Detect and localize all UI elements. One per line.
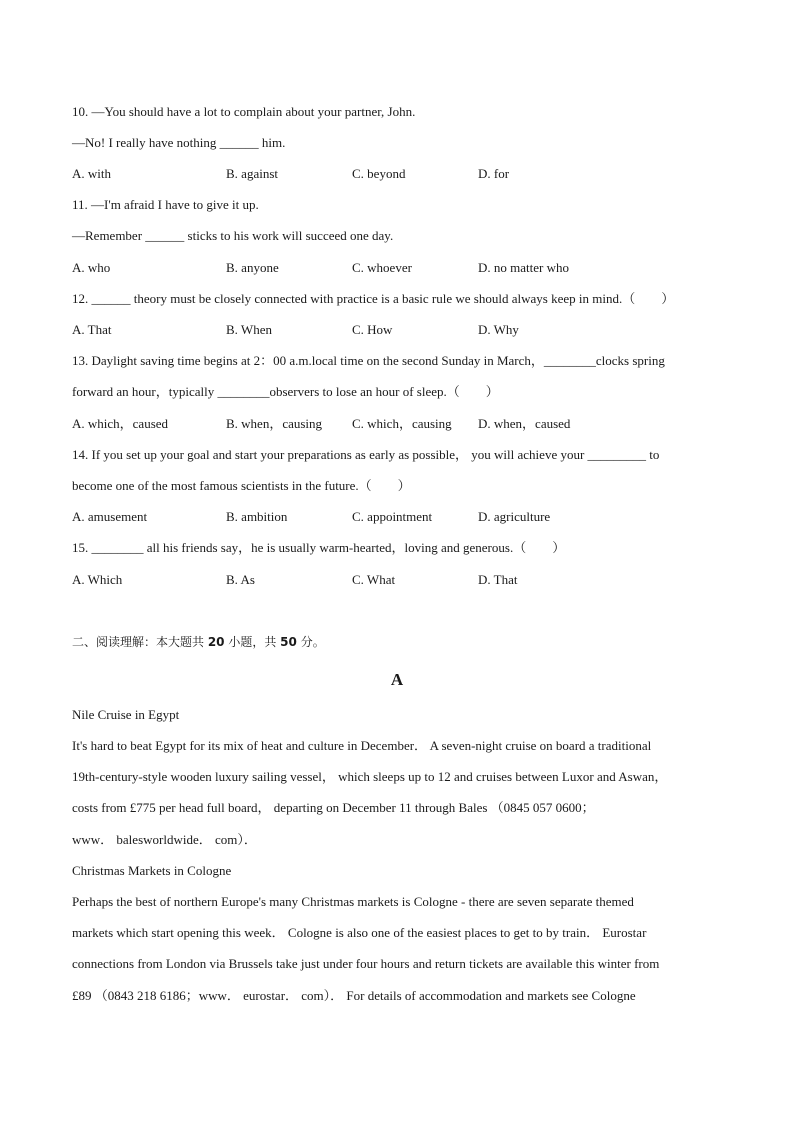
option-a: A. with [72, 166, 111, 181]
question-10-stem: 10. —You should have a lot to complain about your partner, John. [72, 104, 416, 119]
option-d: D. for [478, 166, 510, 181]
option-b: B. when，causing [226, 416, 323, 431]
option-d: D. when，caused [478, 416, 571, 431]
option-c: C. appointment [352, 509, 433, 524]
option-a: A. which，caused [72, 416, 169, 431]
option-d: D. Why [478, 322, 519, 337]
option-c: C. What [352, 572, 396, 587]
option-c: C. beyond [352, 166, 406, 181]
question-14-stem-cont: become one of the most famous scientists in the future.（ ） [72, 478, 411, 493]
passage-line: Perhaps the best of northern Europe's many Christmas markets is Cologne - there are seven separate themed [72, 894, 634, 909]
option-c: C. which，causing [352, 416, 452, 431]
option-a: A. Which [72, 572, 123, 587]
question-11-stem: 11. —I'm afraid I have to give it up. [72, 197, 259, 212]
total-score: 50 [280, 635, 297, 649]
passage-subtitle-cologne: Christmas Markets in Cologne [72, 863, 232, 878]
option-d: D. That [478, 572, 518, 587]
section-heading-middle: 小题，共 [224, 635, 281, 649]
passage-line: www． balesworldwide． com）． [72, 832, 257, 847]
question-14-stem: 14. If you set up your goal and start your preparations as early as possible， you will achieve your _________ to [72, 447, 660, 462]
passage-subtitle-nile: Nile Cruise in Egypt [72, 707, 180, 722]
option-c: C. How [352, 322, 393, 337]
option-d: D. agriculture [478, 509, 551, 524]
question-13-stem-cont: forward an hour，typically ________observers to lose an hour of sleep.（ ） [72, 384, 499, 399]
option-a: A. who [72, 260, 111, 275]
section-heading-prefix: 二、阅读理解：本大题共 [72, 635, 208, 649]
passage-line: costs from £775 per head full board， departing on December 11 through Bales （0845 057 0600； [72, 800, 595, 815]
option-c: C. whoever [352, 260, 412, 275]
option-b: B. As [226, 572, 255, 587]
passage-line: It's hard to beat Egypt for its mix of heat and culture in December． A seven-night cruise on board a traditional [72, 738, 652, 753]
option-b: B. anyone [226, 260, 279, 275]
section-heading-suffix: 分。 [296, 635, 325, 649]
question-13-stem: 13. Daylight saving time begins at 2：00 a.m.local time on the second Sunday in March，________clocks spring [72, 353, 665, 368]
passage-line: markets which start opening this week． Cologne is also one of the easiest places to get to by train． Eurostar [72, 925, 647, 940]
question-12-stem: 12. ______ theory must be closely connected with practice is a basic rule we should always keep in mind.（ ） [72, 291, 675, 306]
option-a: A. That [72, 322, 112, 337]
question-10-reply: —No! I really have nothing ______ him. [72, 135, 286, 150]
passage-line: 19th-century-style wooden luxury sailing vessel， which sleeps up to 12 and cruises between Luxor and Aswan， [72, 769, 668, 784]
passage-letter: A [390, 670, 404, 689]
option-b: B. against [226, 166, 278, 181]
option-b: B. When [226, 322, 272, 337]
option-d: D. no matter who [478, 260, 569, 275]
option-a: A. amusement [72, 509, 148, 524]
question-15-stem: 15. ________ all his friends say，he is usually warm-hearted，loving and generous.（ ） [72, 540, 566, 555]
question-count: 20 [207, 635, 225, 649]
section-heading [72, 634, 325, 650]
question-11-reply: —Remember ______ sticks to his work will succeed one day. [72, 228, 394, 243]
passage-line: £89 （0843 218 6186；www． eurostar． com）． For details of accommodation and markets see Cologne [72, 988, 636, 1003]
option-b: B. ambition [226, 509, 288, 524]
passage-line: connections from London via Brussels take just under four hours and return tickets are available this winter from [72, 956, 660, 971]
